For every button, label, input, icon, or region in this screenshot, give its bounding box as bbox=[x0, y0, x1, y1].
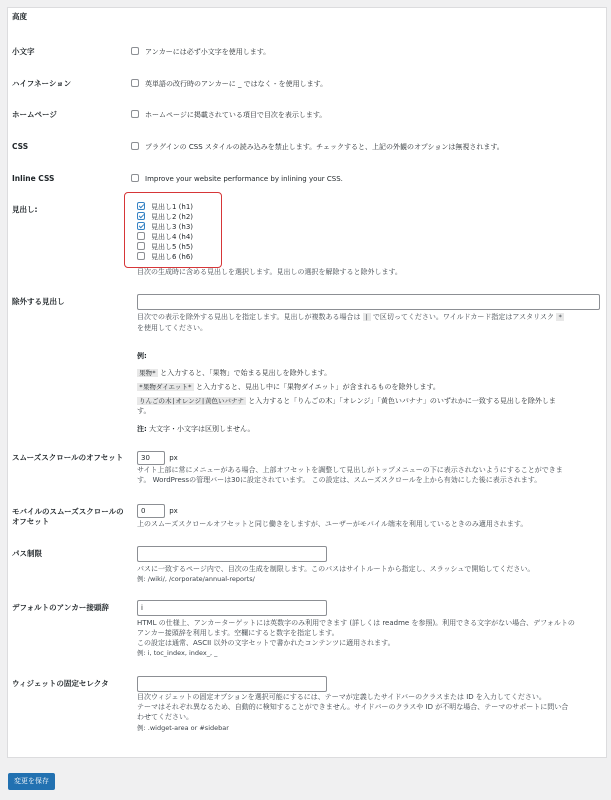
smooth-scroll-label: スムーズスクロールのオフセット bbox=[12, 453, 124, 462]
path-limit-input[interactable] bbox=[137, 546, 327, 562]
heading-option-h3[interactable] bbox=[137, 222, 193, 232]
mobile-scroll-unit: px bbox=[169, 507, 178, 515]
css-option[interactable] bbox=[131, 142, 504, 152]
exclude-note bbox=[137, 424, 254, 434]
widget-selector-input[interactable] bbox=[137, 676, 327, 692]
inline-css-text: Improve your website performance by inlining your CSS. bbox=[145, 175, 343, 183]
widget-selector-desc-3: わせてください。 bbox=[137, 713, 193, 721]
anchor-prefix-desc-1: HTML の仕様上、アンカーターゲットには英数字のみ利用できます (詳しくは readme を参照)。利用できる文字がない場合、デフォルトの bbox=[137, 619, 575, 627]
heading-h2-checkbox[interactable] bbox=[137, 212, 145, 220]
homepage-checkbox[interactable] bbox=[131, 110, 139, 118]
widget-selector-desc-1: 目次ウィジェットの固定オプションを選択可能にするには、テーマが定義したサイドバーのクラスまたは ID を入力してください。 bbox=[137, 693, 546, 701]
hyphenate-label: ハイフネーション bbox=[12, 79, 72, 88]
smooth-scroll-control bbox=[137, 451, 178, 465]
homepage-option[interactable] bbox=[131, 110, 326, 120]
lowercase-label: 小文字 bbox=[12, 47, 35, 56]
exclude-example-2 bbox=[137, 382, 440, 392]
heading-option-h1[interactable] bbox=[137, 202, 193, 212]
exclude-desc-text-a: 目次での表示を除外する見出しを指定します。見出しが複数ある場合は bbox=[137, 313, 361, 321]
smooth-scroll-input[interactable] bbox=[137, 451, 165, 465]
section-title: 高度 bbox=[12, 12, 27, 21]
path-limit-example: 例: /wiki/, /corporate/annual-reports/ bbox=[137, 575, 255, 583]
exclude-label: 除外する見出し bbox=[12, 297, 65, 306]
hyphenate-checkbox[interactable] bbox=[131, 79, 139, 87]
example-1-text: と入力すると、「果物」で始まる見出しを除外します。 bbox=[160, 369, 332, 377]
example-1-code: 果物* bbox=[139, 369, 156, 377]
heading-option-h6[interactable] bbox=[137, 252, 193, 262]
heading-h1-text: 見出し1 (h1) bbox=[151, 203, 194, 211]
lowercase-option[interactable] bbox=[131, 47, 270, 57]
heading-option-h5[interactable] bbox=[137, 242, 193, 252]
heading-h1-checkbox[interactable] bbox=[137, 202, 145, 210]
path-limit-label: パス制限 bbox=[12, 549, 42, 558]
css-checkbox[interactable] bbox=[131, 142, 139, 150]
mobile-scroll-input[interactable] bbox=[137, 504, 165, 518]
exclude-example-3-cont: す。 bbox=[137, 407, 151, 415]
lowercase-text: アンカーには必ず小文字を使用します。 bbox=[145, 48, 271, 56]
exclude-desc-line2: を使用してください。 bbox=[137, 324, 207, 332]
homepage-text: ホームページに掲載されている項目で目次を表示します。 bbox=[145, 111, 327, 119]
exclude-example-1 bbox=[137, 368, 331, 378]
save-button[interactable]: 変更を保存 bbox=[8, 773, 55, 790]
exclude-input[interactable] bbox=[137, 294, 600, 310]
anchor-prefix-example: 例: i, toc_index, index_, _ bbox=[137, 649, 218, 657]
exclude-desc-text-b: で区切ってください。ワイルドカード指定はアスタリスク bbox=[372, 313, 555, 321]
example-3-code: りんごの木|オレンジ|黄色いバナナ bbox=[139, 397, 245, 405]
anchor-prefix-desc-2: アンカー接頭辞を利用します。空欄にすると数字を指定します。 bbox=[137, 629, 339, 637]
smooth-scroll-desc-2: す。 WordPressの管理バーは30に設定されています。 この設定は、スムーズスクロールを上から有効にした後に表示されます。 bbox=[137, 476, 542, 484]
smooth-scroll-desc-1: サイト上部に常にメニューがある場合、上部オフセットを調整して見出しがトップメニューの下に表示されないようにすることができま bbox=[137, 466, 563, 474]
note-text: 大文字・小文字は区別しません。 bbox=[149, 425, 255, 433]
headings-list bbox=[137, 202, 193, 262]
heading-option-h4[interactable] bbox=[137, 232, 193, 242]
anchor-prefix-input[interactable] bbox=[137, 600, 327, 616]
example-2-code: *果物ダイエット* bbox=[139, 383, 192, 391]
mobile-scroll-label: モバイルのスムーズスクロールのオフセット bbox=[12, 507, 124, 526]
hyphenate-text: 英単語の改行時のアンカーに _ ではなく - を使用します。 bbox=[145, 80, 328, 88]
heading-h5-text: 見出し5 (h5) bbox=[151, 243, 194, 251]
anchor-prefix-label: デフォルトのアンカー接頭辞 bbox=[12, 603, 109, 612]
heading-h2-text: 見出し2 (h2) bbox=[151, 213, 194, 221]
headings-label: 見出し: bbox=[12, 205, 38, 214]
example-3-text: と入力すると「りんごの木」「オレンジ」「黄色いバナナ」のいずれかに一致する見出しを除外しま bbox=[248, 397, 556, 405]
heading-h4-text: 見出し4 (h4) bbox=[151, 233, 194, 241]
exclude-desc-line1 bbox=[137, 312, 564, 322]
widget-selector-label: ウィジェットの固定セレクタ bbox=[12, 679, 109, 688]
path-limit-desc: パスに一致するページ内で、目次の生成を制限します。このパスはサイトルートから指定し、スラッシュで開始してください。 bbox=[137, 565, 535, 573]
note-bold: 注: bbox=[137, 425, 147, 433]
homepage-label: ホームページ bbox=[12, 110, 57, 119]
inline-css-option[interactable] bbox=[131, 174, 343, 184]
lowercase-checkbox[interactable] bbox=[131, 47, 139, 55]
exclude-example-3 bbox=[137, 396, 556, 406]
mobile-scroll-control bbox=[137, 504, 178, 518]
heading-h4-checkbox[interactable] bbox=[137, 232, 145, 240]
widget-selector-desc-2: テーマはそれぞれ異なるため、自動的に検知することができません。サイドバーのクラスや ID が不明な場合、テーマのサポートに問い合 bbox=[137, 703, 569, 711]
exclude-example-title: 例: bbox=[137, 352, 147, 360]
widget-selector-example: 例: .widget-area or #sidebar bbox=[137, 724, 229, 732]
mobile-scroll-desc: 上のスムーズスクロールオフセットと同じ働きをしますが、ユーザーがモバイル端末を利用しているときのみ適用されます。 bbox=[137, 520, 528, 528]
css-text: プラグインの CSS スタイルの読み込みを禁止します。チェックすると、上記の外観のオプションは無視されます。 bbox=[145, 143, 504, 151]
example-2-text: と入力すると、見出し中に「果物ダイエット」が含まれるものを除外します。 bbox=[196, 383, 440, 391]
inline-css-label: Inline CSS bbox=[12, 174, 55, 183]
smooth-scroll-unit: px bbox=[169, 454, 178, 462]
heading-h5-checkbox[interactable] bbox=[137, 242, 145, 250]
hyphenate-option[interactable] bbox=[131, 79, 327, 89]
exclude-star-code: * bbox=[558, 313, 563, 321]
heading-h3-text: 見出し3 (h3) bbox=[151, 223, 194, 231]
exclude-pipe-code: | bbox=[364, 313, 369, 321]
inline-css-checkbox[interactable] bbox=[131, 174, 139, 182]
anchor-prefix-desc-3: この設定は通常、ASCII 以外の文字セットで書かれたコンテンツに適用されます。 bbox=[137, 639, 395, 647]
heading-option-h2[interactable] bbox=[137, 212, 193, 222]
heading-h6-checkbox[interactable] bbox=[137, 252, 145, 260]
heading-h3-checkbox[interactable] bbox=[137, 222, 145, 230]
headings-description: 目次の生成時に含める見出しを選択します。見出しの選択を解除すると除外します。 bbox=[137, 268, 402, 276]
css-label: CSS bbox=[12, 142, 29, 151]
heading-h6-text: 見出し6 (h6) bbox=[151, 253, 194, 261]
